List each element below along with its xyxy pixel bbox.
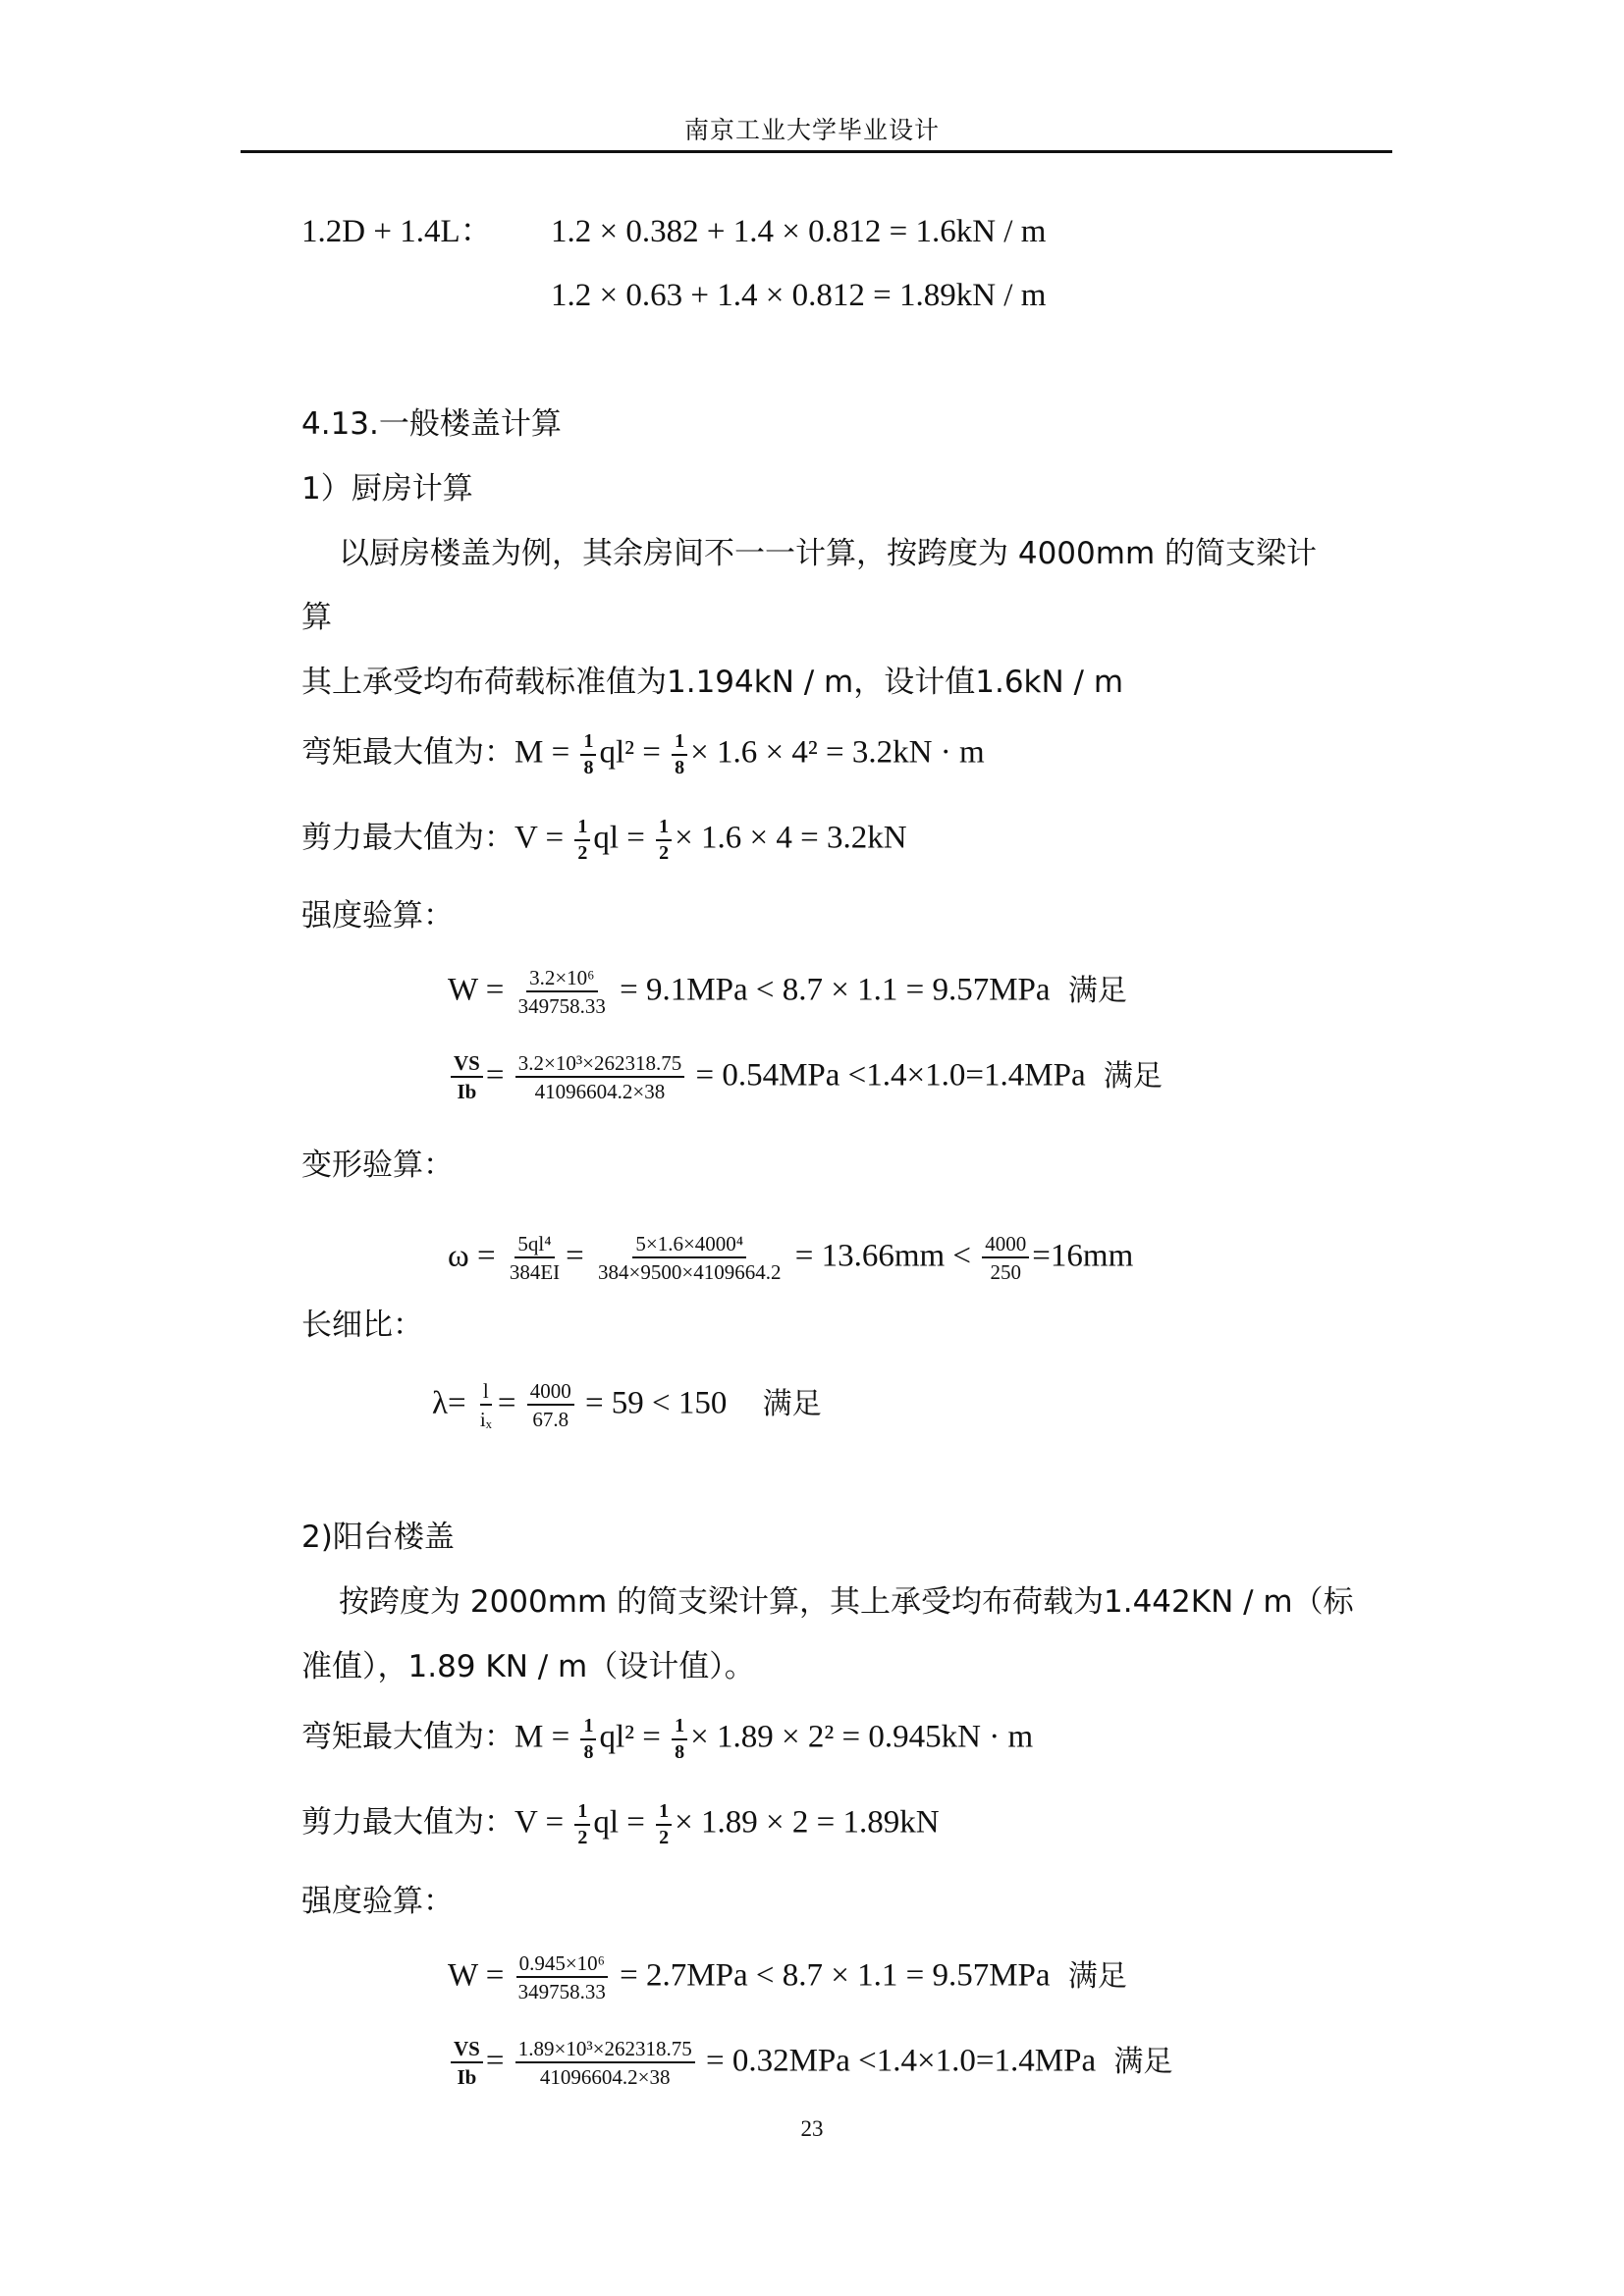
- slender-lhs: λ=: [432, 1385, 466, 1421]
- tau-equals: =: [485, 1057, 505, 1094]
- fraction-numerator: 1: [574, 1801, 590, 1826]
- fraction-numerator: 1: [672, 1716, 687, 1740]
- fraction-denominator: 384EI: [509, 1260, 561, 1284]
- fraction: [574, 817, 590, 864]
- fraction-numerator: 1: [580, 731, 596, 756]
- fraction-numerator: 5ql⁴: [514, 1233, 554, 1258]
- fraction-numerator: 0.945×10⁶: [516, 1952, 608, 1978]
- combo-line-1: 1.2 × 0.382 + 1.4 × 0.812 = 1.6kN / m: [551, 214, 1047, 249]
- kitchen-paragraph-line-2: 算: [301, 600, 332, 635]
- fraction: [527, 1380, 574, 1431]
- moment-mid: ql² =: [599, 1719, 661, 1755]
- fraction-denominator: 67.8: [532, 1408, 569, 1431]
- fraction: [515, 2038, 695, 2089]
- satisfied-mark: 满足: [1113, 2044, 1173, 2079]
- balcony-bending-stress-check: [448, 1952, 1127, 2003]
- balcony-paragraph-line-1: 按跨度为 2000mm 的简支梁计算，其上承受均布荷载为1.442KN / m（标: [339, 1584, 1354, 1620]
- fraction-denominator: 349758.33: [517, 994, 606, 1018]
- shear-lhs: V =: [514, 1804, 565, 1841]
- deflection-mid: = 13.66mm <: [794, 1238, 972, 1274]
- fraction: [507, 1233, 563, 1284]
- slender-equals: =: [497, 1385, 516, 1421]
- deflection-lhs: ω =: [448, 1238, 496, 1274]
- fraction-denominator: iₓ: [479, 1408, 492, 1431]
- kitchen-paragraph-line-1: 以厨房楼盖为例，其余房间不一一计算，按跨度为 4000mm 的简支梁计: [339, 536, 1317, 571]
- shear-lhs: V =: [514, 820, 565, 856]
- fraction: [656, 1801, 672, 1848]
- fraction-denominator: 41096604.2×38: [534, 1080, 666, 1103]
- fraction: [451, 1052, 483, 1103]
- page-number: 23: [800, 2116, 824, 2141]
- fraction-numerator: 4000: [982, 1233, 1029, 1258]
- fraction-denominator: 2: [659, 1827, 670, 1848]
- fraction: [515, 967, 609, 1018]
- satisfied-mark: 满足: [1067, 1958, 1127, 1994]
- fraction-denominator: 349758.33: [517, 1980, 606, 2003]
- kitchen-shear-stress-check: [448, 1052, 1163, 1103]
- w-lhs: W =: [448, 1957, 505, 1994]
- slender-rhs: = 59 < 150: [584, 1385, 728, 1421]
- header-rule: [241, 150, 1392, 153]
- shear-rhs: × 1.89 × 2 = 1.89kN: [675, 1804, 940, 1841]
- moment-rhs: × 1.89 × 2² = 0.945kN · m: [690, 1719, 1034, 1755]
- balcony-title: 2)阳台楼盖: [301, 1520, 455, 1555]
- combo-label: 1.2D + 1.4L：: [301, 214, 493, 249]
- fraction: [982, 1233, 1029, 1284]
- balcony-moment-equation: [301, 1716, 1033, 1763]
- shear-rhs: × 1.6 × 4 = 3.2kN: [675, 820, 907, 856]
- kitchen-moment-equation: [301, 731, 985, 778]
- moment-label: 弯矩最大值为：: [301, 1719, 514, 1755]
- deflection-equals: =: [566, 1238, 584, 1274]
- balcony-paragraph-line-2: 准值），1.89 KN / m（设计值）。: [301, 1649, 755, 1684]
- kitchen-title: 1）厨房计算: [301, 471, 473, 507]
- fraction-numerator: 1: [580, 1716, 596, 1740]
- satisfied-mark: 满足: [1103, 1058, 1163, 1094]
- kitchen-slenderness-equation: [432, 1380, 822, 1431]
- combo-line-2: 1.2 × 0.63 + 1.4 × 0.812 = 1.89kN / m: [551, 278, 1047, 313]
- fraction: [672, 1716, 687, 1763]
- tau-rhs: = 0.32MPa <1.4×1.0=1.4MPa: [705, 2043, 1097, 2079]
- fraction: [580, 1716, 596, 1763]
- tau-rhs: = 0.54MPa <1.4×1.0=1.4MPa: [695, 1057, 1086, 1094]
- kitchen-strength-label: 强度验算：: [301, 898, 454, 934]
- fraction-numerator: 1: [656, 817, 672, 841]
- shear-mid: ql =: [593, 1804, 645, 1841]
- fraction-denominator: 384×9500×4109664.2: [598, 1260, 782, 1284]
- moment-mid: ql² =: [599, 734, 661, 771]
- satisfied-mark: 满足: [1067, 973, 1127, 1008]
- kitchen-bending-stress-check: [448, 967, 1127, 1018]
- fraction-denominator: Ib: [457, 1080, 477, 1103]
- fraction: [515, 1952, 609, 2003]
- w-rhs: = 9.1MPa < 8.7 × 1.1 = 9.57MPa: [620, 972, 1051, 1008]
- fraction-denominator: 2: [659, 842, 670, 864]
- satisfied-mark: 满足: [762, 1386, 822, 1421]
- moment-rhs: × 1.6 × 4² = 3.2kN · m: [690, 734, 985, 771]
- balcony-strength-label: 强度验算：: [301, 1884, 454, 1919]
- fraction-numerator: 3.2×10⁶: [526, 967, 597, 992]
- kitchen-deflection-equation: [448, 1233, 1133, 1284]
- fraction-numerator: 4000: [527, 1380, 574, 1406]
- balcony-shear-stress-check: [448, 2038, 1172, 2089]
- fraction: [515, 1052, 684, 1103]
- fraction-denominator: 250: [990, 1260, 1022, 1284]
- shear-label: 剪力最大值为：: [301, 1804, 514, 1841]
- fraction-denominator: 41096604.2×38: [539, 2065, 671, 2089]
- moment-lhs: M =: [514, 1719, 570, 1755]
- kitchen-slenderness-label: 长细比：: [301, 1308, 423, 1343]
- balcony-shear-equation: [301, 1801, 940, 1848]
- tau-equals: =: [485, 2043, 505, 2079]
- moment-label: 弯矩最大值为：: [301, 734, 514, 771]
- deflection-rhs: =16mm: [1032, 1238, 1134, 1274]
- w-lhs: W =: [448, 972, 505, 1008]
- fraction-denominator: Ib: [457, 2065, 477, 2089]
- fraction: [451, 2038, 483, 2089]
- fraction: [656, 817, 672, 864]
- fraction-denominator: 2: [577, 1827, 588, 1848]
- fraction-denominator: 8: [675, 1741, 685, 1763]
- fraction-numerator: VS: [451, 1052, 483, 1078]
- w-rhs: = 2.7MPa < 8.7 × 1.1 = 9.57MPa: [620, 1957, 1051, 1994]
- shear-label: 剪力最大值为：: [301, 820, 514, 856]
- section-title: 4.13.一般楼盖计算: [301, 406, 562, 442]
- fraction-denominator: 8: [583, 757, 594, 778]
- fraction-denominator: 8: [583, 1741, 594, 1763]
- fraction: [477, 1380, 495, 1431]
- shear-mid: ql =: [593, 820, 645, 856]
- fraction-numerator: 1: [656, 1801, 672, 1826]
- fraction-numerator: l: [480, 1380, 492, 1406]
- fraction-numerator: 3.2×10³×262318.75: [515, 1052, 684, 1078]
- fraction: [580, 731, 596, 778]
- kitchen-load-text: 其上承受均布荷载标准值为1.194kN / m，设计值1.6kN / m: [301, 665, 1124, 700]
- fraction-numerator: VS: [451, 2038, 483, 2063]
- fraction-numerator: 5×1.6×4000⁴: [632, 1233, 746, 1258]
- fraction: [574, 1801, 590, 1848]
- fraction-numerator: 1.89×10³×262318.75: [515, 2038, 695, 2063]
- kitchen-deformation-label: 变形验算：: [301, 1148, 454, 1183]
- kitchen-shear-equation: [301, 817, 907, 864]
- fraction: [672, 731, 687, 778]
- page-header: 南京工业大学毕业设计: [683, 116, 940, 144]
- fraction-denominator: 8: [675, 757, 685, 778]
- fraction-denominator: 2: [577, 842, 588, 864]
- fraction: [595, 1233, 784, 1284]
- fraction-numerator: 1: [574, 817, 590, 841]
- fraction-numerator: 1: [672, 731, 687, 756]
- moment-lhs: M =: [514, 734, 570, 771]
